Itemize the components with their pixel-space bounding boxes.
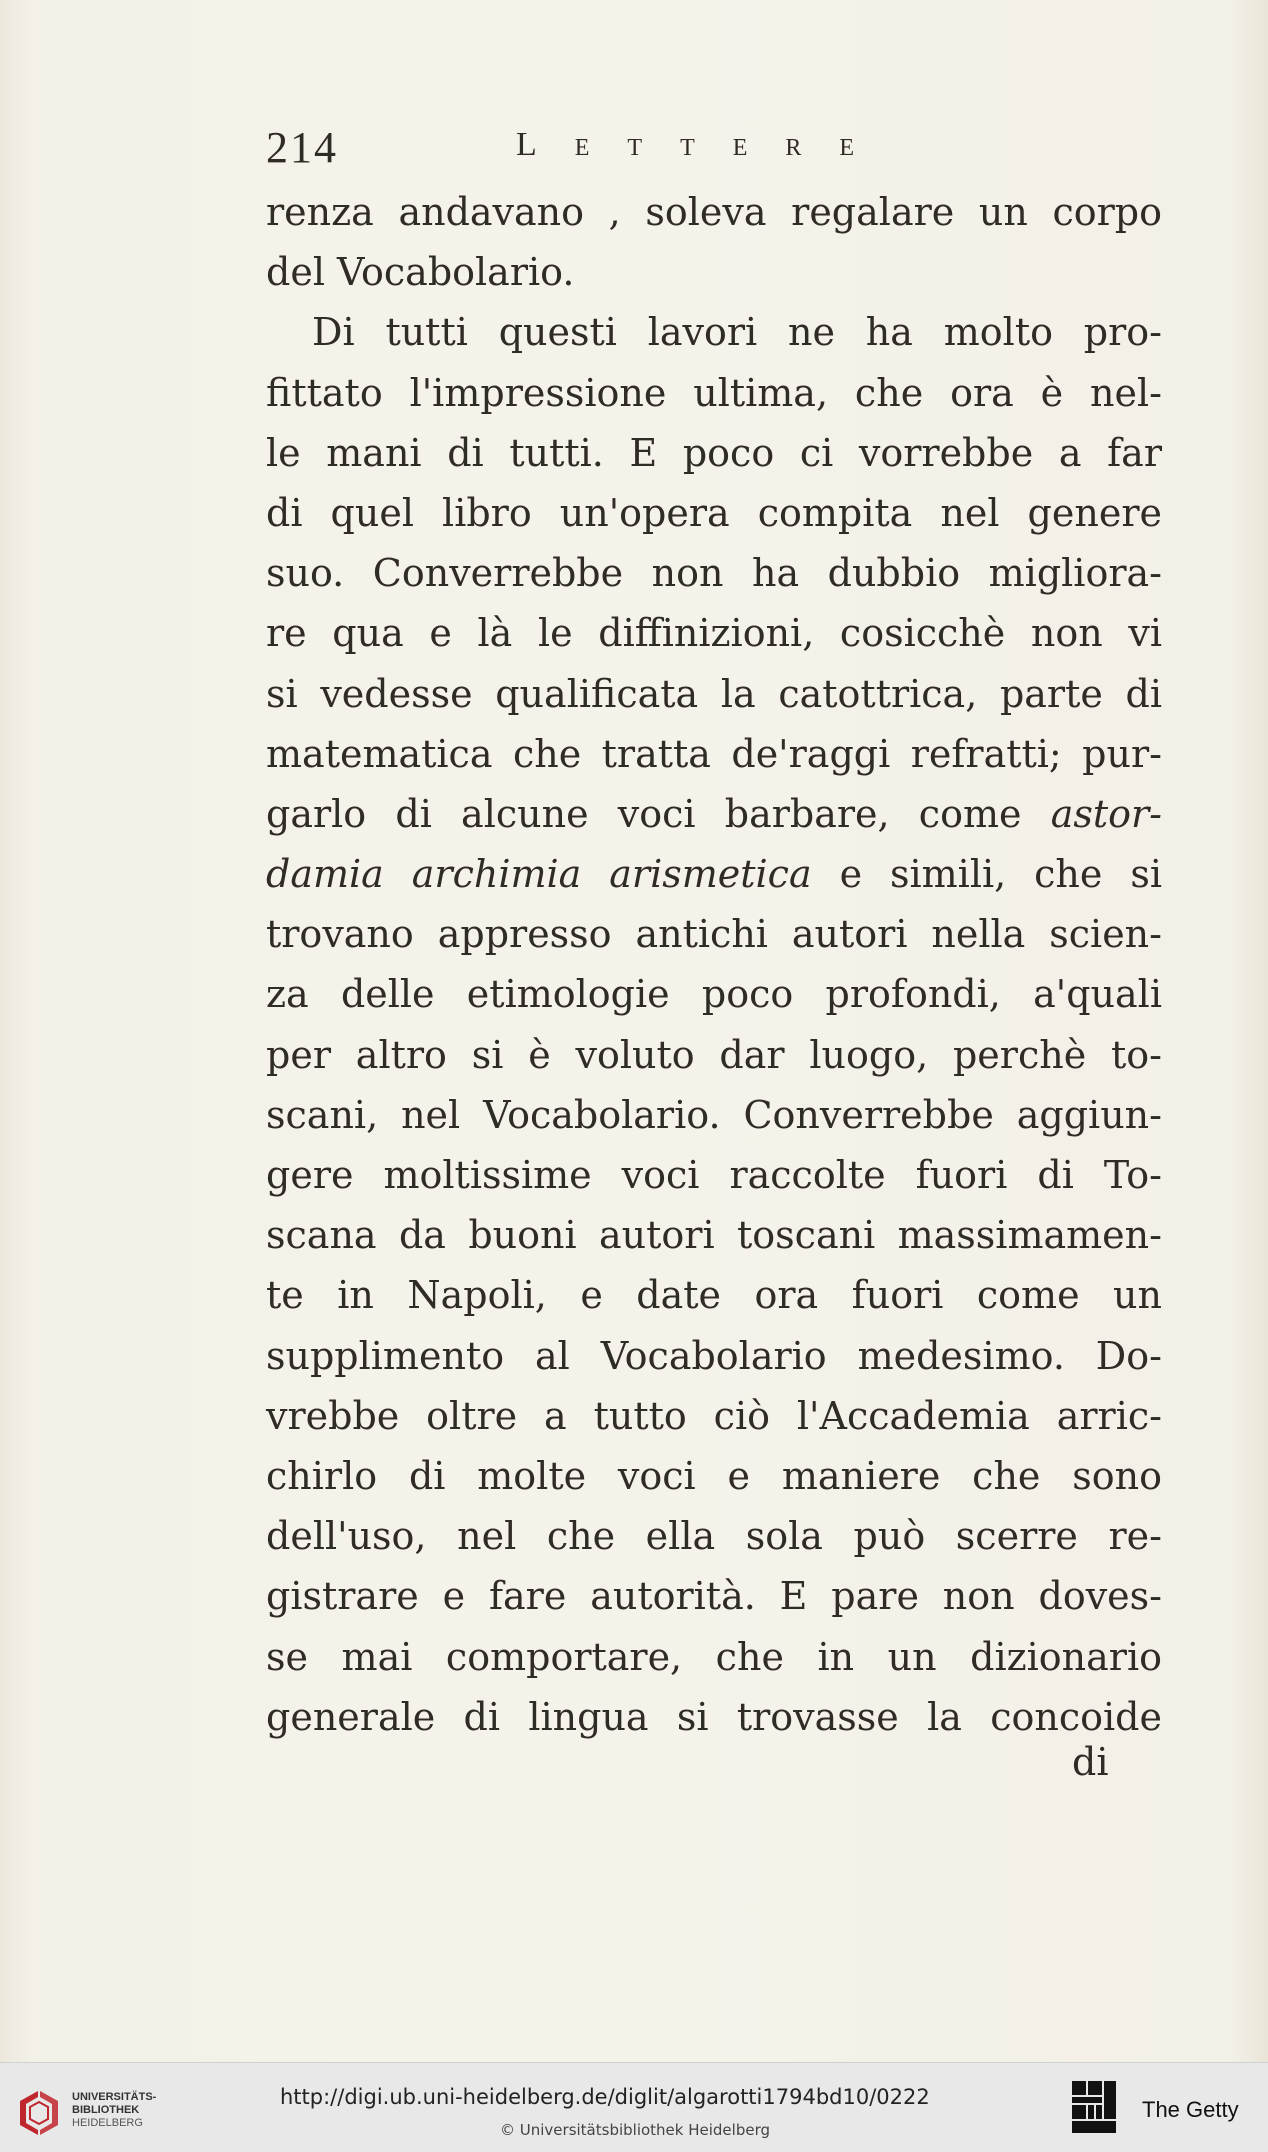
text-line: generale di lingua si trovasse la concoide [266,1694,1162,1739]
text-line: di quel libro un'opera compita nel genere [266,490,1162,535]
text-line: del Vocabolario. [266,250,575,295]
text-line: trovano appresso antichi autori nella scien- [266,912,1162,957]
catchword: di [1072,1740,1109,1784]
text-line: Di tutti questi lavori ne ha molto pro- [312,310,1162,355]
text-line: fittato l'impressione ultima, che ora è nel- [266,370,1162,415]
text-segment: garlo di alcune voci barbare, come [266,791,1022,836]
library-name [72,2091,156,2130]
text-line-with-italic [266,784,1162,844]
text-line: gistrare e fare autorità. E pare non doves- [266,1574,1162,1619]
getty-label: The Getty [1142,2097,1239,2122]
italic-word: astor- [1050,791,1162,836]
text-line: supplimento al Vocabolario medesimo. Do- [266,1333,1162,1378]
text-line-with-italic [266,844,1162,904]
text-line: re qua e là le diffinizioni, cosicchè non vi [266,611,1162,656]
text-line: scana da buoni autori toscani massimamen- [266,1213,1162,1258]
text-segment: e simili, che si [839,852,1162,897]
page-number: 214 [266,123,338,172]
text-line: le mani di tutti. E poco ci vorrebbe a far [266,430,1162,475]
text-line: vrebbe oltre a tutto ciò l'Accademia arric- [266,1393,1162,1438]
text-line: matematica che tratta de'raggi refratti; pur- [266,731,1162,776]
text-line: per altro si è voluto dar luogo, perchè to- [266,1032,1162,1077]
text-line: te in Napoli, e date ora fuori come un [266,1273,1162,1318]
viewer-footer [0,2062,1268,2152]
text-line: chirlo di molte voci e maniere che sono [266,1453,1162,1498]
text-line: scani, nel Vocabolario. Converrebbe aggiun- [266,1092,1162,1137]
library-logo[interactable] [14,2079,164,2139]
text-line: za delle etimologie poco profondi, a'quali [266,972,1162,1017]
getty-logo-icon [1066,2079,1122,2137]
copyright-notice: © Universitätsbibliothek Heidelberg [500,2121,771,2139]
text-line: dell'uso, nel che ella sola può scerre re- [266,1514,1162,1559]
ub-heidelberg-logo-icon [14,2087,64,2137]
body-text [266,182,1166,1747]
getty-logo[interactable] [1066,2079,1266,2139]
running-title: Lettere [516,126,893,163]
text-line: se mai comportare, che in un dizionario [266,1634,1162,1679]
library-line: BIBLIOTHEK [72,2104,140,2116]
text-line: renza andavano , soleva regalare un corpo [266,190,1162,234]
italic-terms: damia archimia arismetica [266,852,812,897]
text-line: gere moltissime voci raccolte fuori di To- [266,1153,1162,1197]
library-line: UNIVERSITÄTS- [72,2091,157,2103]
library-line: HEIDELBERG [72,2117,143,2129]
running-head [266,122,966,182]
text-line: si vedesse qualificata la catottrica, parte di [266,671,1162,716]
permalink-url[interactable]: http://digi.ub.uni-heidelberg.de/diglit/algarotti1794bd10/0222 [280,2085,930,2109]
text-line: suo. Converrebbe non ha dubbio migliora- [266,551,1162,596]
